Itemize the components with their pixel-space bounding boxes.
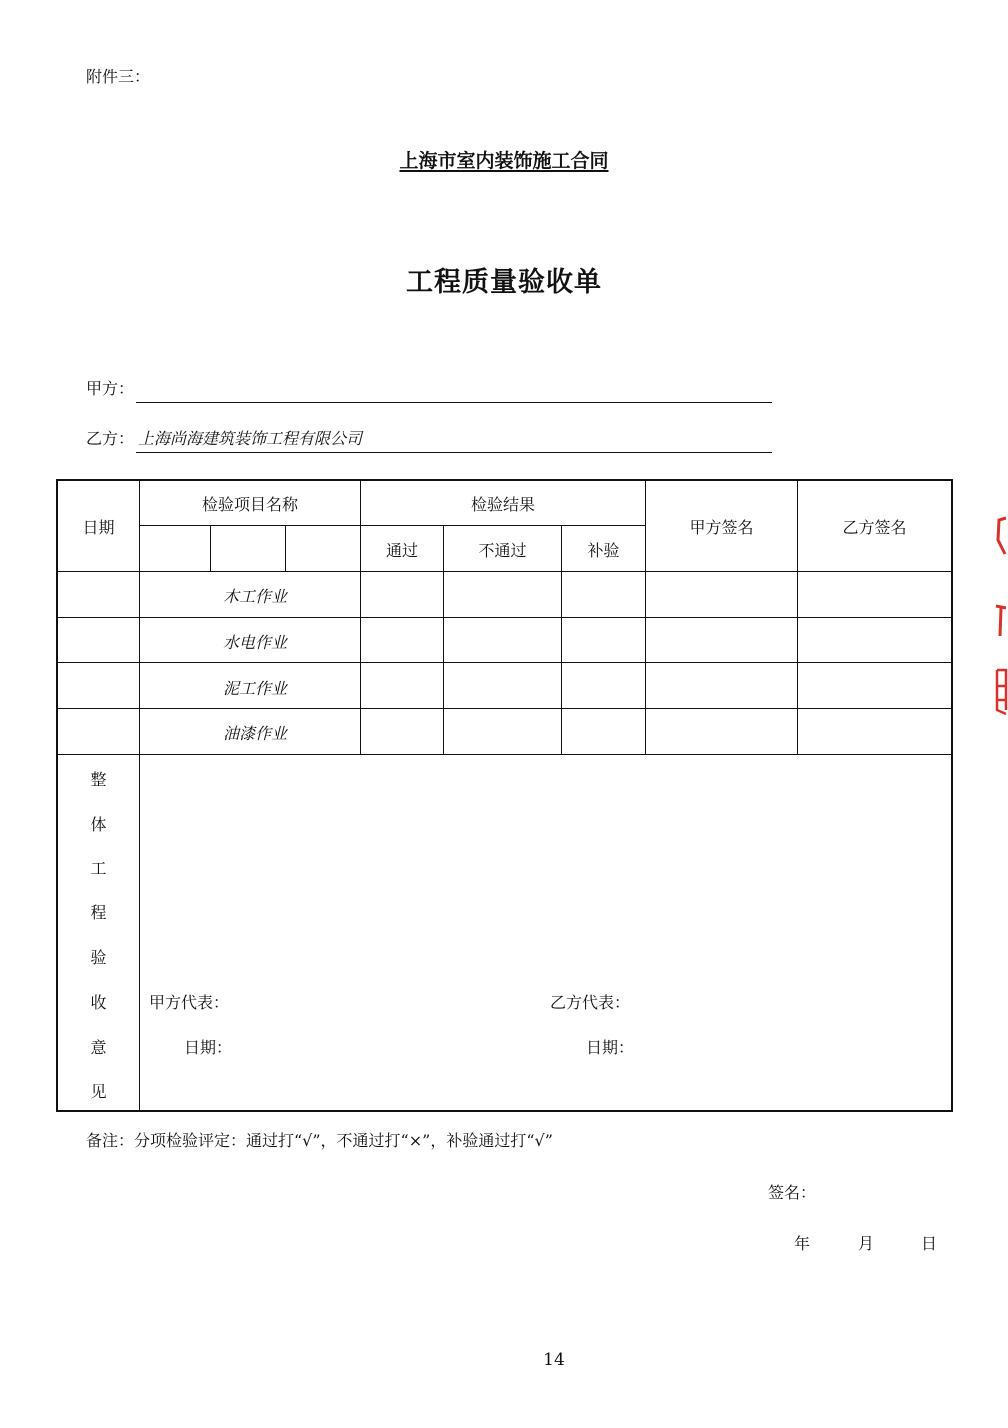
- month-label: 月: [858, 1234, 875, 1253]
- day-label: 日: [921, 1234, 938, 1253]
- header-result: 检验结果: [470, 495, 535, 514]
- row-line-1: [56, 571, 953, 572]
- col-line-date: [139, 479, 140, 1112]
- opinion-label-char: 整: [90, 770, 107, 789]
- header-party-a-sign: 甲方签名: [689, 518, 754, 537]
- party-a-line: [136, 402, 772, 403]
- row-line-2: [56, 617, 953, 618]
- year-label: 年: [794, 1234, 811, 1253]
- party-b-value: 上海尚海建筑装饰工程有限公司: [138, 429, 363, 448]
- row-item-carpentry: 木工作业: [222, 587, 287, 606]
- attachment-label: 附件三：: [86, 67, 151, 86]
- header-item-name: 检验项目名称: [201, 495, 298, 514]
- party-a-representative-label: 甲方代表：: [149, 993, 230, 1012]
- col-line-sub-2: [285, 525, 286, 572]
- row-line-5: [56, 754, 953, 755]
- table-border-left: [56, 479, 58, 1112]
- document-title: 工程质量验收单: [406, 267, 602, 298]
- opinion-label-char: 意: [90, 1038, 107, 1057]
- header-party-b-sign: 乙方签名: [842, 518, 907, 537]
- table-border-top: [56, 479, 953, 481]
- opinion-label-char: 验: [90, 948, 107, 967]
- opinion-label-char: 见: [90, 1082, 107, 1101]
- row-item-painting: 油漆作业: [222, 724, 287, 743]
- row-item-masonry: 泥工作业: [222, 679, 287, 698]
- opinion-label-char: 体: [90, 815, 107, 834]
- col-line-item: [360, 479, 361, 755]
- contract-title: [0, 146, 1008, 173]
- party-a-date-label: 日期：: [184, 1038, 233, 1057]
- party-b-line: [136, 452, 772, 453]
- header-divider: [139, 525, 646, 526]
- opinion-label-char: 程: [90, 903, 107, 922]
- table-border-bottom: [56, 1110, 953, 1112]
- party-b-date-label: 日期：: [586, 1038, 635, 1057]
- opinion-label-char: 工: [90, 859, 107, 878]
- party-b-label: 乙方：: [86, 429, 135, 448]
- header-pass: 通过: [385, 541, 418, 560]
- header-recheck: 补验: [587, 541, 620, 560]
- table-border-right: [951, 479, 953, 1112]
- opinion-label-char: 收: [90, 993, 107, 1012]
- row-item-plumbing-electrical: 水电作业: [222, 633, 287, 652]
- row-line-4: [56, 708, 953, 709]
- header-fail: 不通过: [478, 541, 527, 560]
- header-date: 日期: [82, 518, 115, 537]
- remarks-note: 备注：分项检验评定：通过打“√”，不通过打“×”，补验通过打“√”: [86, 1131, 553, 1150]
- signature-label: 签名：: [768, 1183, 817, 1202]
- party-a-label: 甲方：: [86, 379, 135, 398]
- col-line-sub-1: [210, 525, 211, 572]
- contract-title-text: 上海市室内装饰施工合同: [399, 150, 609, 172]
- row-line-3: [56, 662, 953, 663]
- seal-stamp-fragment: [994, 510, 1008, 720]
- party-b-representative-label: 乙方代表：: [550, 993, 631, 1012]
- page-number: 14: [543, 1350, 565, 1370]
